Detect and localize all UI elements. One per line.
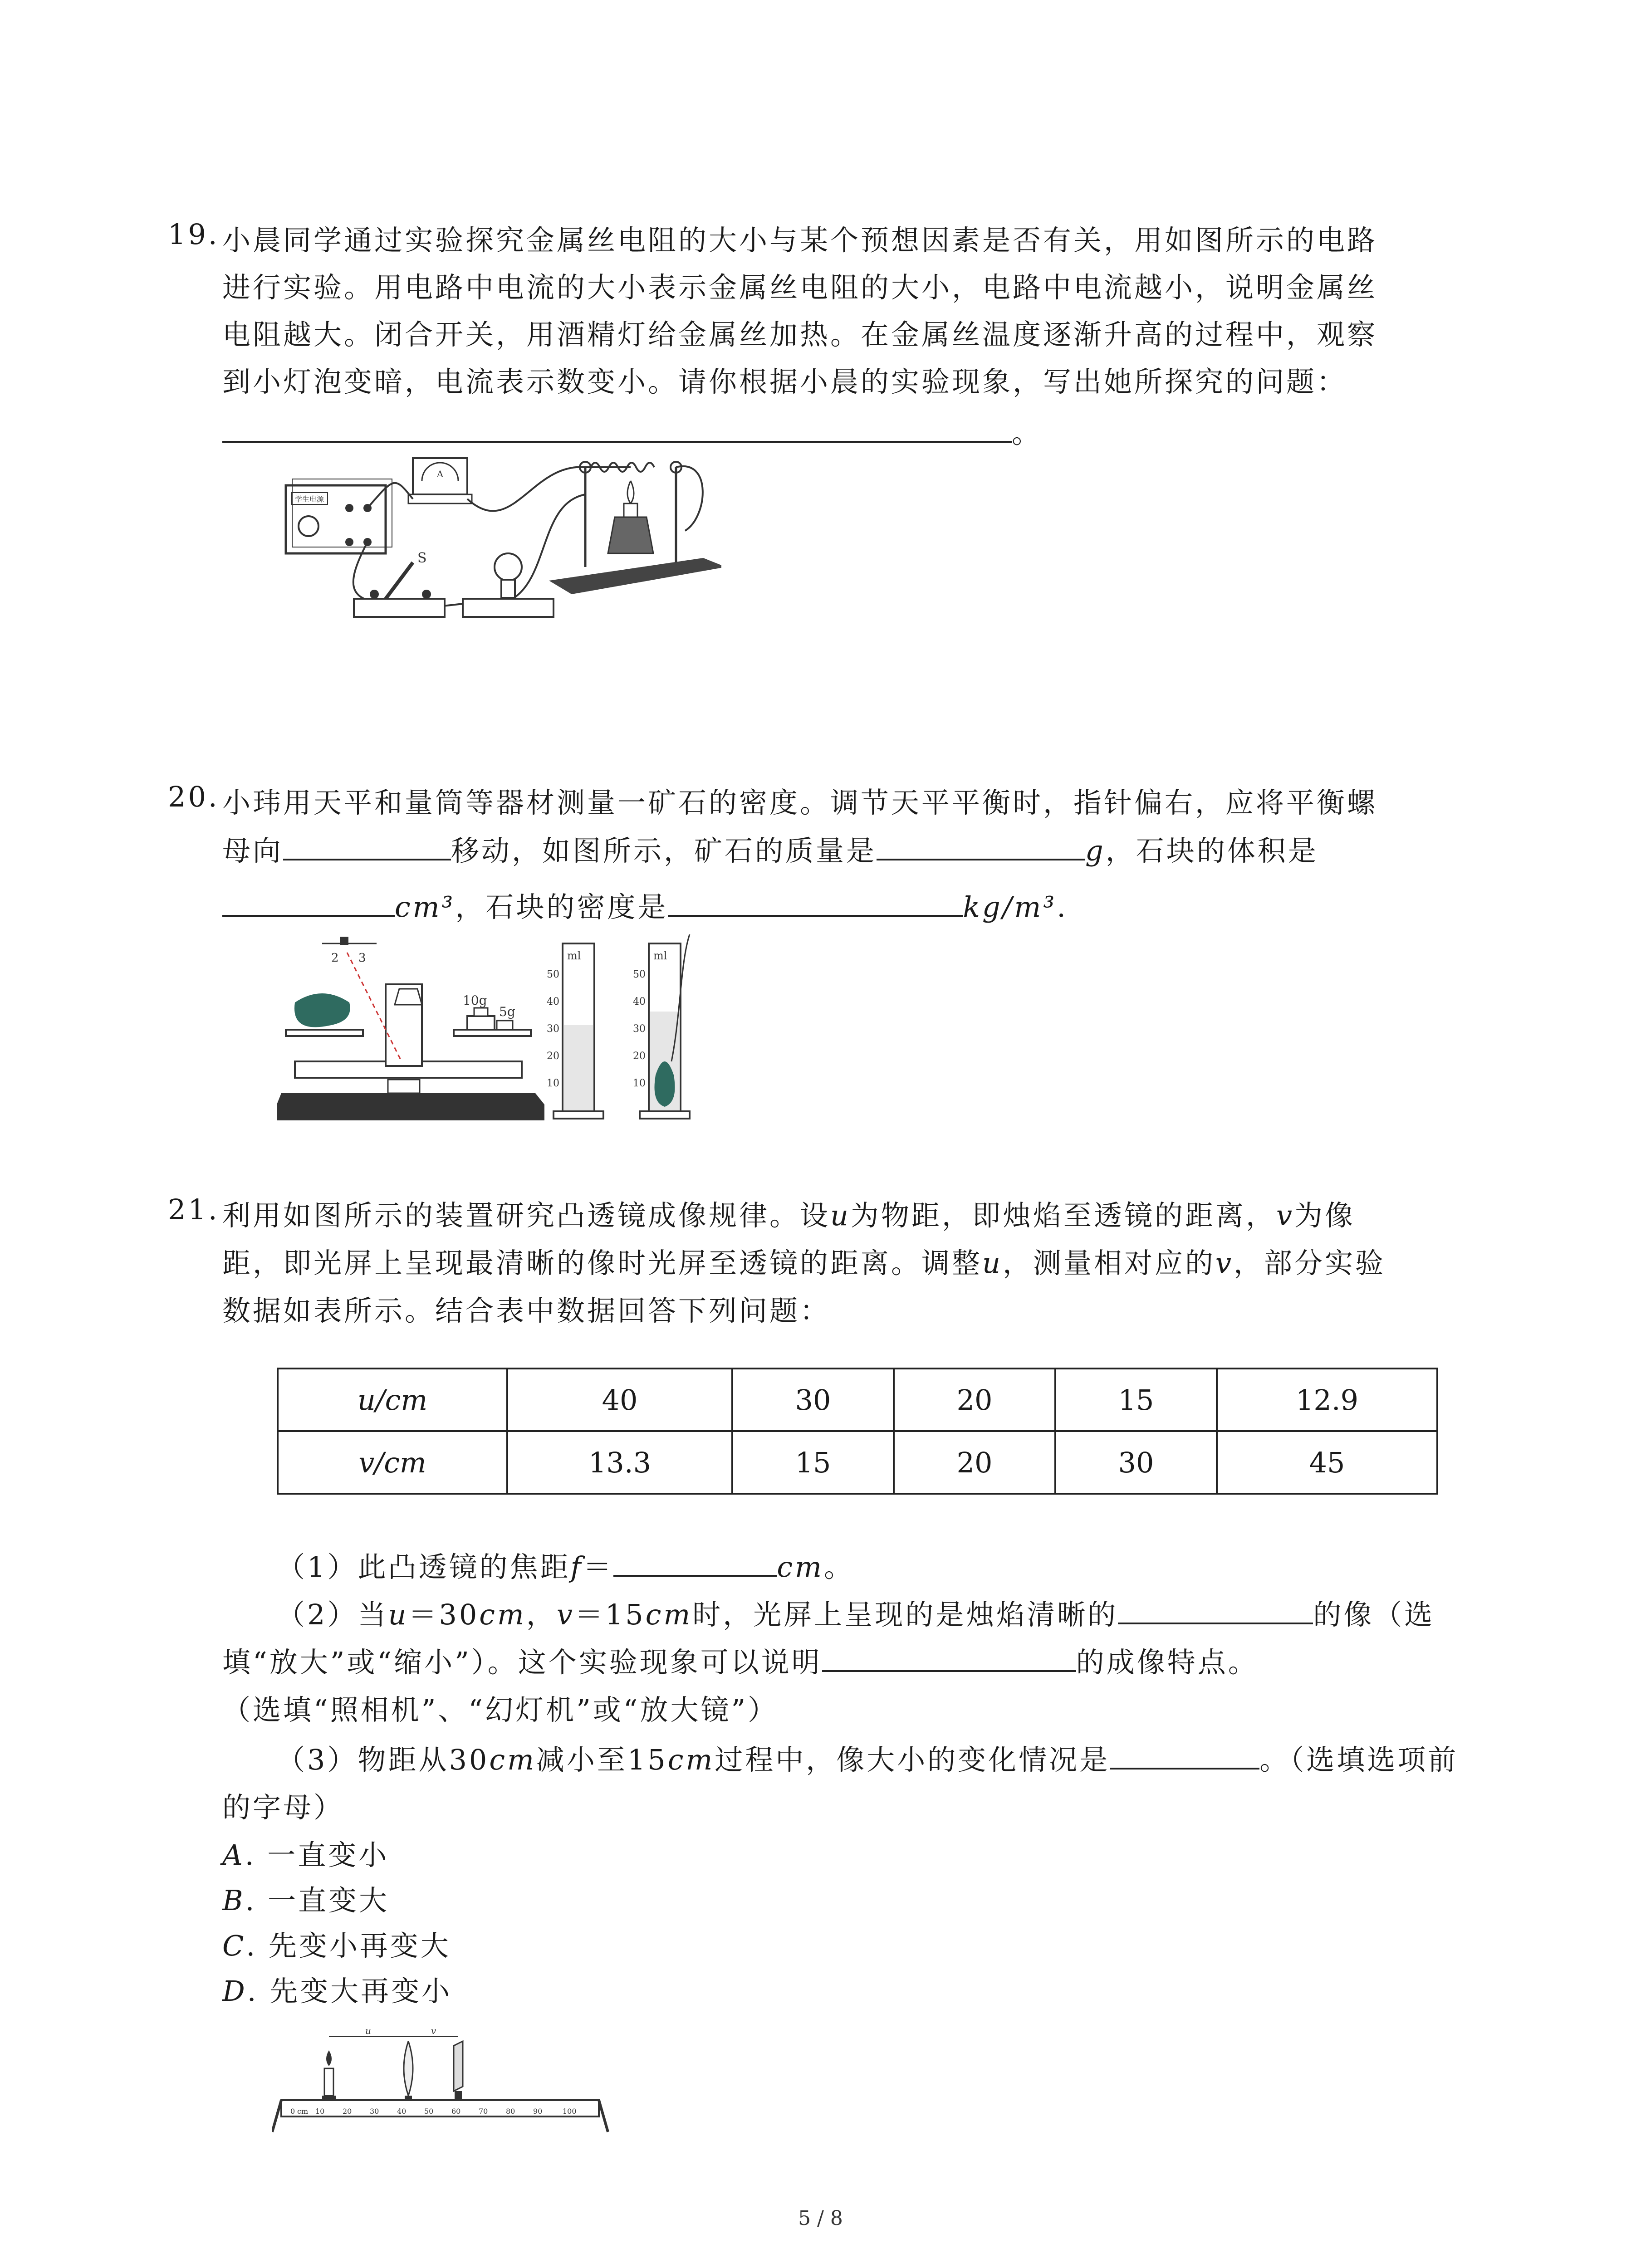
table-cell: 15 [1055, 1369, 1217, 1431]
svg-text:S: S [417, 550, 427, 566]
option-b[interactable]: B. 一直变大 [222, 1884, 389, 1917]
option-d[interactable]: D. 先变大再变小 [222, 1975, 452, 2008]
svg-text:10g: 10g [463, 993, 487, 1008]
q21-size-change-blank[interactable] [1110, 1741, 1259, 1769]
option-c[interactable]: C. 先变小再变大 [222, 1929, 451, 1962]
table-header-cell: v/cm [278, 1431, 507, 1494]
switch-icon [354, 550, 445, 617]
svg-text:100: 100 [563, 2107, 577, 2116]
table-cell: 15 [732, 1431, 894, 1494]
table-cell: 30 [1055, 1431, 1217, 1494]
svg-text:40: 40 [633, 996, 646, 1007]
q19-line-1: 19. 小晨同学通过实验探究金属丝电阻的大小与某个预想因素是否有关，用如图所示的电路 [168, 218, 1378, 257]
svg-text:50: 50 [424, 2107, 434, 2116]
q21-sub2-line-3: （选填“照相机”、“幻灯机”或“放大镜”） [222, 1693, 779, 1726]
svg-text:2: 2 [331, 951, 339, 965]
svg-text:20: 20 [547, 1051, 559, 1062]
q21-sub3-line-1: （3）物距从30cm减小至15cm过程中，像大小的变化情况是 。（选填选项前 [277, 1737, 1458, 1778]
svg-text:50: 50 [633, 969, 646, 980]
svg-text:A: A [436, 469, 444, 479]
q19-number: 19. [168, 218, 220, 251]
balance-icon [277, 937, 544, 1120]
optical-bench-figure [272, 2019, 617, 2136]
table-row [278, 1431, 1437, 1494]
q19-line-3: 电阻越大。闭合开关，用酒精灯给金属丝加热。在金属丝温度逐渐升高的过程中，观察 [222, 318, 1378, 351]
q19-line-4: 到小灯泡变暗，电流表示数变小。请你根据小晨的实验现象，写出她所探究的问题： [222, 365, 1347, 398]
table-cell: 45 [1217, 1431, 1437, 1494]
q20-volume-blank[interactable] [222, 889, 395, 917]
svg-text:60: 60 [451, 2107, 461, 2116]
q21-line-3: 数据如表所示。结合表中数据回答下列问题： [222, 1294, 831, 1327]
svg-text:30: 30 [370, 2107, 379, 2116]
graduated-cylinder-2-icon [633, 934, 690, 1119]
power-supply-icon [286, 479, 392, 553]
circuit-diagram [277, 449, 721, 640]
lens-data-table [277, 1368, 1438, 1495]
table-cell: 20 [894, 1431, 1055, 1494]
convex-lens-icon [404, 2041, 413, 2101]
svg-text:70: 70 [479, 2107, 488, 2116]
alcohol-lamp-icon [608, 481, 653, 553]
q21-line-2: 距，即光屏上呈现最清晰的像时光屏至透镜的距离。调整u，测量相对应的v，部分实验 [222, 1246, 1386, 1280]
q21-line-1: 21. 利用如图所示的装置研究凸透镜成像规律。设u为物距，即烛焰至透镜的距离，v为像 [168, 1193, 1356, 1232]
q20-line-1: 20. 小玮用天平和量筒等器材测量一矿石的密度。调节天平平衡时，指针偏右，应将平衡螺 [168, 780, 1378, 819]
graduated-cylinder-1-icon [547, 943, 603, 1119]
q20-line-2: 母向 移动，如图所示，矿石的质量是 g，石块的体积是 [222, 828, 1318, 869]
svg-text:10: 10 [547, 1078, 559, 1089]
svg-text:0: 0 [290, 2107, 295, 2116]
balance-and-cylinders-figure [272, 925, 726, 1125]
screen-icon [454, 2041, 463, 2100]
svg-text:90: 90 [533, 2107, 543, 2116]
q20-direction-blank[interactable] [283, 832, 451, 860]
svg-text:20: 20 [633, 1051, 646, 1062]
page-number: 5 / 8 [798, 2207, 843, 2230]
svg-text:ml: ml [653, 949, 667, 962]
table-cell: 30 [732, 1369, 894, 1431]
svg-text:3: 3 [358, 951, 366, 965]
table-cell: 40 [507, 1369, 732, 1431]
q21-device-blank[interactable] [822, 1644, 1076, 1672]
q21-sub3-line-2: 的字母） [222, 1791, 344, 1824]
q21-sub2-line-2: 填“放大”或“缩小”）。这个实验现象可以说明 的成像特点。 [222, 1640, 1259, 1680]
q20-line-3: cm³，石块的密度是 kg/m³. [222, 885, 1068, 925]
optical-bench-icon [272, 2100, 608, 2132]
table-cell: 20 [894, 1369, 1055, 1431]
q21-sub1: （1）此凸透镜的焦距f＝ cm。 [277, 1545, 854, 1585]
q21-number: 21. [168, 1193, 220, 1226]
light-bulb-icon [463, 553, 554, 617]
svg-text:学生电源: 学生电源 [294, 495, 324, 503]
table-header-cell: u/cm [278, 1369, 507, 1431]
q19-answer-blank[interactable] [222, 415, 1012, 443]
q21-image-type-blank[interactable] [1118, 1596, 1313, 1624]
q20-density-blank[interactable] [668, 889, 963, 917]
svg-text:20: 20 [343, 2107, 352, 2116]
q21-focal-length-blank[interactable] [613, 1549, 777, 1577]
svg-text:30: 30 [633, 1023, 646, 1035]
q19-line-2: 进行实验。用电路中电流的大小表示金属丝电阻的大小，电路中电流越小，说明金属丝 [222, 271, 1378, 304]
table-cell: 12.9 [1217, 1369, 1437, 1431]
svg-text:ml: ml [567, 949, 581, 962]
svg-text:u: u [365, 2025, 371, 2036]
table-row [278, 1369, 1437, 1431]
option-a[interactable]: A. 一直变小 [222, 1838, 389, 1872]
svg-text:30: 30 [547, 1023, 559, 1035]
svg-text:5g: 5g [499, 1004, 515, 1019]
svg-text:40: 40 [397, 2107, 407, 2116]
q20-number: 20. [168, 780, 220, 813]
q21-sub2-line-1: （2）当u＝30cm，v＝15cm时，光屏上呈现的是烛焰清晰的 的像（选 [277, 1592, 1435, 1633]
svg-text:10: 10 [315, 2107, 325, 2116]
ammeter-icon [408, 458, 472, 503]
svg-text:50: 50 [547, 969, 559, 980]
table-cell: 13.3 [507, 1431, 732, 1494]
q20-mass-blank[interactable] [877, 832, 1085, 860]
svg-text:v: v [431, 2025, 436, 2036]
svg-text:80: 80 [506, 2107, 515, 2116]
svg-text:10: 10 [633, 1078, 646, 1089]
candle-icon [322, 2050, 336, 2101]
q19-answer-line: 。 [222, 411, 1042, 451]
svg-text:cm: cm [297, 2107, 309, 2116]
svg-text:40: 40 [547, 996, 559, 1007]
